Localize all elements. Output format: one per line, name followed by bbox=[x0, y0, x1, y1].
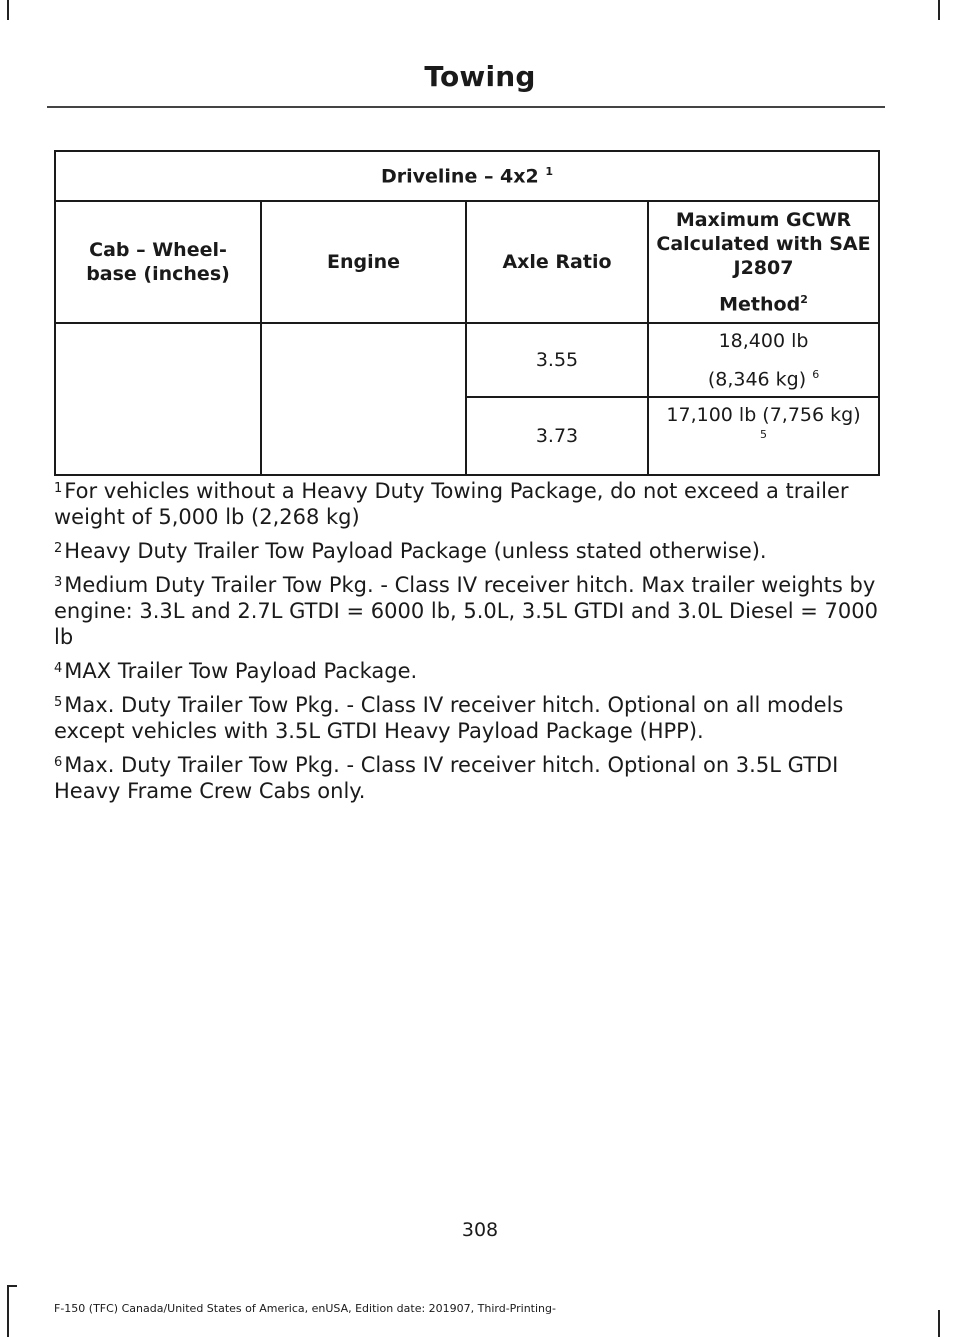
crop-mark-top-right bbox=[938, 0, 940, 20]
table-header-row bbox=[55, 201, 879, 323]
footnote bbox=[54, 536, 894, 564]
cell-gcwr-note: 5 bbox=[760, 428, 767, 441]
crop-mark-bottom-right bbox=[938, 1310, 940, 1337]
driveline-table bbox=[54, 150, 880, 476]
footnote-text: Heavy Duty Trailer Tow Payload Package (unless stated otherwise). bbox=[64, 539, 767, 563]
cell-gcwr bbox=[648, 397, 879, 475]
footnotes bbox=[54, 476, 894, 810]
footnote-text: Medium Duty Trailer Tow Pkg. - Class IV receiver hitch. Max trailer weights by engine: 3.3L and 2.7L GTDI = 6000 lb, 5.0L, 3.5L GTDI and 3.0L Diesel = 7000 lb bbox=[54, 573, 878, 649]
edition-footer: F-150 (TFC) Canada/United States of America, enUSA, Edition date: 201907, Third-Printing- bbox=[54, 1302, 556, 1315]
page-number: 308 bbox=[461, 1219, 499, 1241]
footnote-number: 6 bbox=[54, 755, 63, 770]
footnote bbox=[54, 656, 894, 684]
column-header-gcwr-method bbox=[649, 288, 878, 316]
crop-mark-bottom-left bbox=[7, 1285, 9, 1337]
crop-mark-top-left bbox=[7, 0, 9, 20]
cell-gcwr-value: 17,100 lb (7,756 kg) bbox=[666, 404, 861, 426]
page-title: Towing bbox=[424, 60, 536, 93]
footnote-number: 1 bbox=[54, 481, 63, 496]
footnote bbox=[54, 570, 894, 650]
footnote bbox=[54, 690, 894, 744]
column-header-gcwr-text: Maximum GCWR Calculated with SAE J2807 bbox=[656, 208, 871, 279]
column-header-engine: Engine bbox=[261, 201, 466, 323]
cell-axle-ratio: 3.73 bbox=[466, 397, 648, 475]
cell-gcwr-note-line bbox=[649, 428, 878, 442]
column-header-cab-text: Cab – Wheel-base (inches) bbox=[86, 239, 230, 285]
crop-mark-bottom-left-h bbox=[7, 1285, 17, 1287]
footnote-text: MAX Trailer Tow Payload Package. bbox=[64, 659, 418, 683]
footnote-number: 5 bbox=[54, 695, 63, 710]
column-header-gcwr-note: 2 bbox=[800, 292, 808, 306]
column-header-cab bbox=[55, 201, 261, 323]
footnote-number: 3 bbox=[54, 575, 63, 590]
cell-axle-ratio: 3.55 bbox=[466, 323, 648, 397]
footnote bbox=[54, 476, 894, 530]
table-caption-text: Driveline – 4x2 bbox=[380, 165, 539, 188]
table-caption bbox=[55, 151, 879, 201]
cell-gcwr-kg: (8,346 kg) bbox=[707, 368, 807, 391]
column-header-gcwr-method-text: Method bbox=[719, 293, 801, 316]
footnote-number: 4 bbox=[54, 661, 63, 676]
footnote-number: 2 bbox=[54, 541, 63, 556]
column-header-gcwr bbox=[648, 201, 879, 323]
footnote-text: Max. Duty Trailer Tow Pkg. - Class IV receiver hitch. Optional on all models except vehicles with 3.5L GTDI Heavy Payload Package (HPP). bbox=[54, 693, 844, 743]
table-row bbox=[55, 323, 879, 397]
cell-gcwr-kg-line bbox=[649, 362, 878, 392]
cell-gcwr-note: 6 bbox=[812, 367, 820, 381]
cell-cab bbox=[55, 323, 261, 475]
cell-gcwr-lb: 18,400 lb bbox=[718, 329, 809, 352]
header-divider bbox=[47, 106, 885, 108]
cell-engine bbox=[261, 323, 466, 475]
table-caption-row bbox=[55, 151, 879, 201]
footnote bbox=[54, 750, 894, 804]
footnote-text: For vehicles without a Heavy Duty Towing Package, do not exceed a trailer weight of 5,000 lb (2,268 kg) bbox=[54, 479, 849, 529]
column-header-axle: Axle Ratio bbox=[466, 201, 648, 323]
footnote-text: Max. Duty Trailer Tow Pkg. - Class IV receiver hitch. Optional on 3.5L GTDI Heavy Frame Crew Cabs only. bbox=[54, 753, 839, 803]
cell-gcwr bbox=[648, 323, 879, 397]
table-caption-note: 1 bbox=[545, 164, 554, 178]
